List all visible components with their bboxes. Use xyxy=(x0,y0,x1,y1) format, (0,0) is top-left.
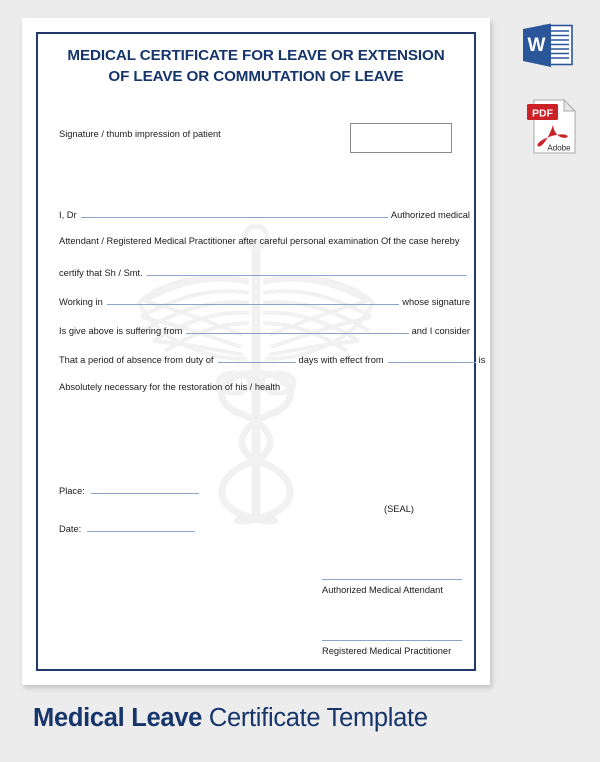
form-row-closing-statement xyxy=(59,382,470,392)
pdf-doc-icon[interactable] xyxy=(526,98,578,156)
leave-effect-date-input[interactable] xyxy=(388,353,476,363)
signature-box[interactable] xyxy=(350,123,452,153)
row-lead-label: Working in xyxy=(59,297,103,307)
row-trail-label: Authorized medical xyxy=(390,210,470,220)
svg-text:W: W xyxy=(527,35,546,56)
form-row-date xyxy=(59,522,195,534)
row-trail-label: whose signature xyxy=(402,297,470,307)
signature-block-attendant xyxy=(322,579,462,595)
signature-block-label: Registered Medical Practitioner xyxy=(322,646,452,656)
place-label: Place: xyxy=(59,486,85,496)
patient-name-input[interactable] xyxy=(147,266,467,276)
svg-text:Adobe: Adobe xyxy=(547,143,571,153)
svg-text:PDF: PDF xyxy=(532,107,553,120)
signature-label: Signature / thumb impression of patient xyxy=(59,129,221,139)
signature-block-label: Authorized Medical Attendant xyxy=(322,585,443,595)
signature-rule[interactable] xyxy=(322,640,462,641)
page-title-line-1: MEDICAL CERTIFICATE FOR LEAVE OR EXTENSION xyxy=(67,47,445,64)
form-row-attendant-statement xyxy=(59,236,470,246)
row-lead-label: certify that Sh / Smt. xyxy=(59,268,143,278)
form-row-patient-name xyxy=(59,266,470,278)
form-row-ailment xyxy=(59,324,470,336)
leave-days-input[interactable] xyxy=(218,353,296,363)
page-title xyxy=(52,46,460,87)
caption-strong: Medical Leave xyxy=(33,704,203,732)
row-lead-label: Is give above is suffering from xyxy=(59,326,183,336)
form-row-workplace xyxy=(59,295,470,307)
date-input[interactable] xyxy=(87,522,195,532)
signature-block-practitioner xyxy=(322,640,462,656)
document-content xyxy=(22,18,490,685)
document-page xyxy=(22,18,490,685)
row-trail-label: is xyxy=(478,355,486,365)
place-input[interactable] xyxy=(91,484,199,494)
row-lead-label: I, Dr xyxy=(59,210,77,220)
row-trail-label: and I consider xyxy=(411,326,470,336)
form-row-doctor-name xyxy=(59,208,470,220)
workplace-input[interactable] xyxy=(107,295,400,305)
caption xyxy=(33,704,428,733)
row-lead-label: That a period of absence from duty of xyxy=(59,355,214,365)
word-doc-icon[interactable] xyxy=(520,22,575,74)
form-row-place xyxy=(59,484,199,496)
row-lead-label: Absolutely necessary for the restoration of his / health xyxy=(59,382,281,392)
signature-rule[interactable] xyxy=(322,579,462,580)
ailment-input[interactable] xyxy=(186,324,408,334)
date-label: Date: xyxy=(59,524,82,534)
seal-label: (SEAL) xyxy=(384,504,414,514)
page-title-line-2: OF LEAVE OR COMMUTATION OF LEAVE xyxy=(108,67,404,85)
row-mid-label: days with effect from xyxy=(298,355,384,365)
form-row-leave-period xyxy=(59,353,486,365)
row-lead-label: Attendant / Registered Medical Practitioner after careful personal examination Of the case hereby xyxy=(59,236,460,246)
caption-light: Certificate Template xyxy=(208,704,428,732)
doctor-name-input[interactable] xyxy=(81,208,388,218)
